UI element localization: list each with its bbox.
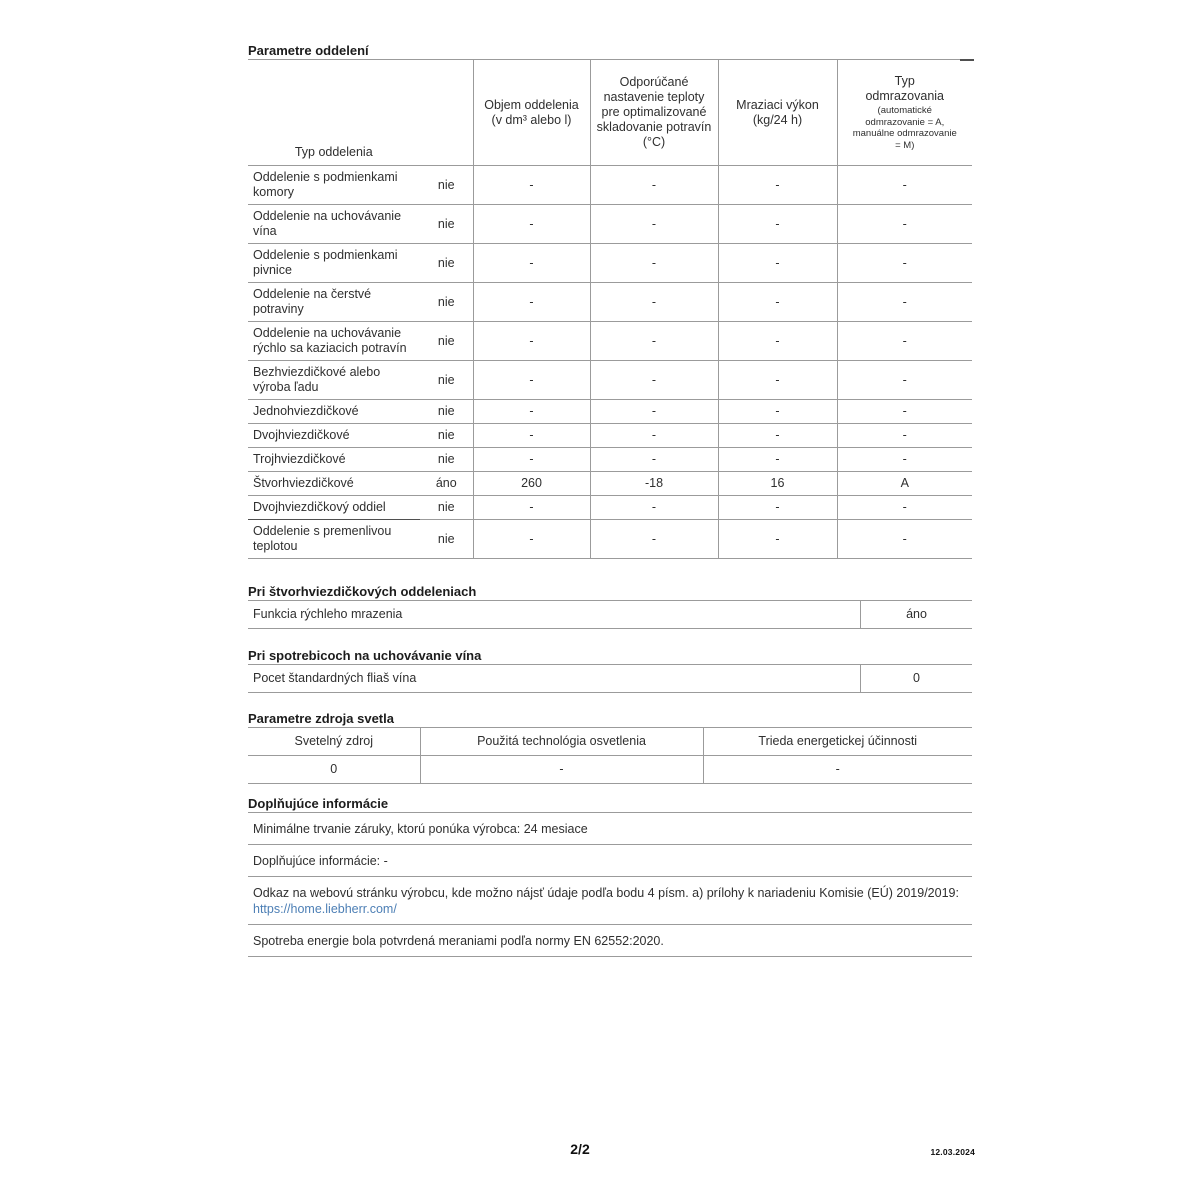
col-header-volume: Objem oddelenia (v dm³ alebo l) (473, 60, 590, 166)
table-row (248, 400, 972, 424)
compartments-table-body (248, 166, 972, 559)
section-wine (248, 648, 972, 693)
compartment-volume-value: - (473, 283, 590, 322)
compartment-volume-value: - (473, 166, 590, 205)
compartment-capacity-value: - (718, 424, 837, 448)
info-row-warranty: Minimálne trvanie záruky, ktorú ponúka výrobca: 24 mesiace (248, 813, 972, 845)
compartment-type-label: Bezhviezdičkové alebo výroba ľadu (248, 361, 420, 400)
compartment-defrost-value: - (837, 166, 972, 205)
table-row (248, 520, 972, 559)
info-row-energy-norm: Spotreba energie bola potvrdená meraniami podľa normy EN 62552:2020. (248, 925, 972, 957)
compartment-temperature-value: - (590, 496, 718, 520)
col-header-temperature: Odporúčané nastavenie teploty pre optimalizované skladovanie potravín (°C) (590, 60, 718, 166)
info-row-website (248, 877, 972, 925)
website-row-text: Odkaz na webovú stránku výrobcu, kde možno nájsť údaje podľa bodu 4 písm. a) prílohy k nariadeniu Komisie (EÚ) 2019/2019: (253, 886, 959, 900)
compartment-capacity-value: - (718, 244, 837, 283)
compartment-capacity-value: - (718, 520, 837, 559)
section-additional-info (248, 796, 972, 957)
col-header-defrost-main: Typ odmrazovania (865, 74, 944, 103)
compartment-volume-value: - (473, 520, 590, 559)
compartment-type-label: Trojhviezdičkové (248, 448, 420, 472)
col-header-freezing-capacity: Mraziaci výkon (kg/24 h) (718, 60, 837, 166)
compartment-capacity-value: - (718, 361, 837, 400)
compartment-volume-value: - (473, 361, 590, 400)
compartment-temperature-value: - (590, 166, 718, 205)
table-row (248, 601, 972, 629)
section-title-wine: Pri spotrebicoch na uchovávanie vína (248, 648, 972, 665)
compartment-type-label: Dvojhviezdičkové (248, 424, 420, 448)
page-number: 2/2 (570, 1141, 590, 1157)
section-title-additional-info: Doplňujúce informácie (248, 796, 972, 813)
compartment-present-value: nie (420, 361, 473, 400)
compartments-table (248, 60, 972, 559)
col-header-type: Typ oddelenia (248, 60, 473, 166)
fast-freeze-label: Funkcia rýchleho mrazenia (248, 601, 861, 629)
compartment-present-value: nie (420, 283, 473, 322)
manufacturer-website-link[interactable]: https://home.liebherr.com/ (253, 902, 397, 916)
compartment-defrost-value: A (837, 472, 972, 496)
compartment-defrost-value: - (837, 205, 972, 244)
compartment-capacity-value: - (718, 400, 837, 424)
compartment-present-value: nie (420, 448, 473, 472)
compartment-present-value: áno (420, 472, 473, 496)
compartment-defrost-value: - (837, 424, 972, 448)
light-technology-value: - (420, 756, 703, 784)
compartment-type-label: Oddelenie s podmienkami pivnice (248, 244, 420, 283)
table-row (248, 665, 972, 693)
section-title-light-source: Parametre zdroja svetla (248, 711, 972, 728)
compartment-temperature-value: - (590, 400, 718, 424)
compartment-type-label: Oddelenie na uchovávanie rýchlo sa kaziacich potravín (248, 322, 420, 361)
col-header-defrost-type (837, 60, 972, 166)
compartment-present-value: nie (420, 244, 473, 283)
compartment-temperature-value: - (590, 283, 718, 322)
compartment-volume-value: - (473, 322, 590, 361)
compartment-volume-value: - (473, 400, 590, 424)
table-row (248, 166, 972, 205)
compartment-type-label: Dvojhviezdičkový oddiel (248, 496, 420, 520)
light-source-table (248, 728, 972, 784)
compartment-volume-value: - (473, 244, 590, 283)
compartment-volume-value: - (473, 496, 590, 520)
table-row (248, 472, 972, 496)
compartment-temperature-value: - (590, 244, 718, 283)
compartment-temperature-value: - (590, 448, 718, 472)
compartment-temperature-value: - (590, 322, 718, 361)
compartment-type-label: Jednohviezdičkové (248, 400, 420, 424)
compartment-volume-value: - (473, 424, 590, 448)
compartment-volume-value: 260 (473, 472, 590, 496)
compartment-temperature-value: - (590, 361, 718, 400)
section-compartments (248, 43, 972, 559)
compartment-present-value: nie (420, 322, 473, 361)
section-light-source (248, 711, 972, 784)
table-row (248, 756, 972, 784)
compartment-volume-value: - (473, 205, 590, 244)
compartment-present-value: nie (420, 166, 473, 205)
wine-table (248, 665, 972, 693)
compartment-defrost-value: - (837, 400, 972, 424)
compartment-defrost-value: - (837, 244, 972, 283)
wine-bottles-value: 0 (861, 665, 973, 693)
four-star-table (248, 601, 972, 629)
light-table-header-row (248, 728, 972, 756)
compartment-capacity-value: - (718, 496, 837, 520)
compartment-capacity-value: - (718, 448, 837, 472)
compartment-capacity-value: - (718, 283, 837, 322)
page-content (248, 43, 972, 957)
col-header-energy-class: Trieda energetickej účinnosti (703, 728, 972, 756)
compartment-present-value: nie (420, 424, 473, 448)
info-row-additional: Doplňujúce informácie: - (248, 845, 972, 877)
section-title-compartments: Parametre oddelení (248, 43, 972, 60)
compartment-type-label: Oddelenie na uchovávanie vína (248, 205, 420, 244)
energy-class-value: - (703, 756, 972, 784)
compartment-capacity-value: - (718, 322, 837, 361)
compartment-defrost-value: - (837, 520, 972, 559)
col-header-light-technology: Použitá technológia osvetlenia (420, 728, 703, 756)
table-row (248, 361, 972, 400)
compartment-capacity-value: - (718, 166, 837, 205)
compartment-type-label: Štvorhviezdičkové (248, 472, 420, 496)
compartment-capacity-value: 16 (718, 472, 837, 496)
col-header-defrost-note: (automatické odmrazovanie = A, manuálne odmrazovanie = M) (852, 105, 957, 151)
compartment-temperature-value: - (590, 205, 718, 244)
compartment-temperature-value: - (590, 424, 718, 448)
compartment-present-value: nie (420, 520, 473, 559)
compartment-present-value: nie (420, 496, 473, 520)
compartment-present-value: nie (420, 400, 473, 424)
compartment-type-label: Oddelenie na čerstvé potraviny (248, 283, 420, 322)
compartment-defrost-value: - (837, 496, 972, 520)
table-row (248, 322, 972, 361)
fast-freeze-value: áno (861, 601, 973, 629)
table-row (248, 205, 972, 244)
section-four-star (248, 584, 972, 629)
table-row (248, 424, 972, 448)
compartment-defrost-value: - (837, 448, 972, 472)
wine-bottles-label: Pocet štandardných fliaš vína (248, 665, 861, 693)
compartment-capacity-value: - (718, 205, 837, 244)
table-row (248, 244, 972, 283)
compartment-temperature-value: - (590, 520, 718, 559)
compartment-temperature-value: -18 (590, 472, 718, 496)
compartment-type-label: Oddelenie s podmienkami komory (248, 166, 420, 205)
compartment-defrost-value: - (837, 361, 972, 400)
table-row (248, 283, 972, 322)
section-title-four-star: Pri štvorhviezdičkových oddeleniach (248, 584, 972, 601)
compartment-defrost-value: - (837, 322, 972, 361)
compartments-header-row (248, 60, 972, 166)
compartment-volume-value: - (473, 448, 590, 472)
table-row (248, 448, 972, 472)
compartment-defrost-value: - (837, 283, 972, 322)
compartment-type-label: Oddelenie s premenlivou teplotou (248, 520, 420, 559)
col-header-light-source: Svetelný zdroj (248, 728, 420, 756)
table-row (248, 496, 972, 520)
light-source-value: 0 (248, 756, 420, 784)
compartment-present-value: nie (420, 205, 473, 244)
footer-date: 12.03.2024 (930, 1147, 975, 1157)
